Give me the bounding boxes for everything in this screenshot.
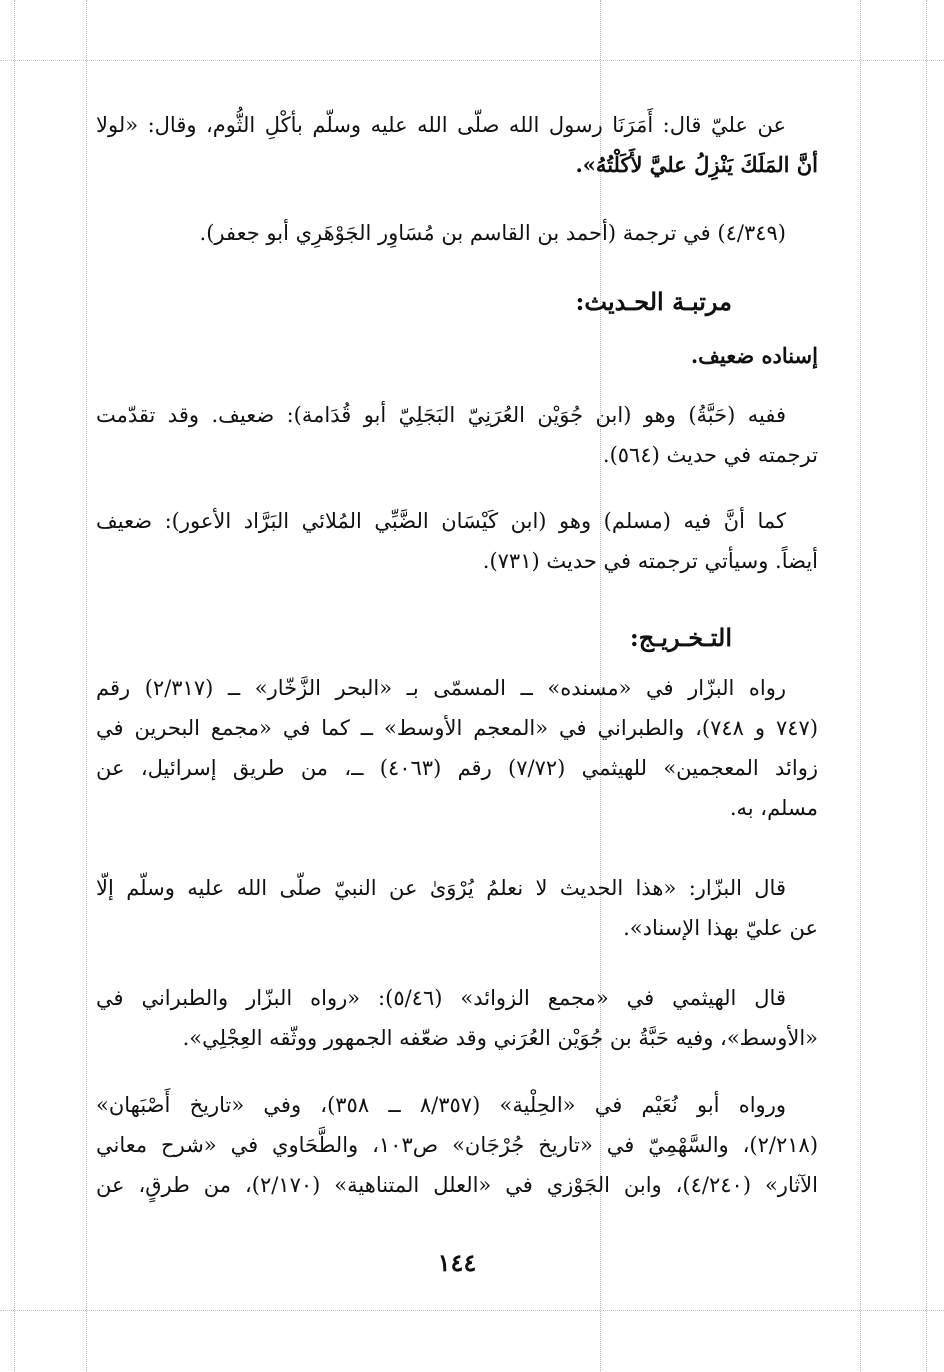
guide-line-right-outer: [926, 0, 927, 1372]
text-line: الآثار» (٤/٢٤٠)، وابن الجَوْزي في «العلل المتناهية» (٢/١٧٠)، من طرقٍ، عن: [96, 1173, 818, 1197]
text-line: أيضاً. وسيأتي ترجمته في حديث (٧٣١).: [482, 549, 818, 573]
paragraph-rank-verdict: [96, 336, 818, 376]
paragraph-source-reference: [96, 213, 818, 253]
text-line: مسلم، به.: [729, 796, 818, 820]
section-heading-rank: [96, 282, 818, 322]
paragraph-takhrij-bazzar: [96, 668, 818, 828]
text-line: قال البزّار: «هذا الحديث لا نعلمُ يُرْوَىٰ عن النبيّ صلّى الله عليه وسلّم إلّا: [96, 876, 786, 900]
text-line: ورواه أبو نُعَيْم في «الحِلْية» (٨/٣٥٧ ــ ٣٥٨)، وفي «تاريخ أَصْبَهان»: [96, 1093, 786, 1117]
page-number: ١٤٤: [437, 1248, 477, 1277]
text-line: (٧٤٧ و ٧٤٨)، والطبراني في «المعجم الأوسط» ــ كما في «مجمع البحرين في: [96, 716, 819, 740]
paragraph-other-sources: [96, 1085, 818, 1205]
text-line: ترجمته في حديث (٥٦٤).: [602, 443, 818, 467]
text-line: قال الهيثمي في «مجمع الزوائد» (٥/٤٦): «رواه البزّار والطبراني في: [96, 986, 786, 1010]
heading-hadith-rank: مرتبـة الحـديث:: [575, 287, 732, 316]
text-line: أنَّ المَلَكَ يَنْزِلُ عليَّ لأَكَلْتُهُ».: [575, 152, 818, 177]
text-line: كما أنَّ فيه (مسلم) وهو (ابن كَيْسَان الضَّبِّي المُلائي البَرَّاد الأعور): ضعيف: [96, 509, 786, 533]
text-line: «الأوسط»، وفيه حَبَّةُ بن جُوَيْن العُرَني وقد ضعّفه الجمهور ووثّقه العِجْلِي».: [182, 1026, 818, 1050]
paragraph-narrator-habba: [96, 395, 818, 475]
paragraph-narrator-muslim: [96, 501, 818, 581]
paragraph-hadith-text: [96, 105, 818, 185]
section-heading-takhrij: [96, 618, 818, 658]
guide-line-right: [860, 0, 861, 1372]
text-line: (٤/٣٤٩) في ترجمة (أحمد بن القاسم بن مُسَاوِر الجَوْهَرِي أبو جعفر).: [199, 221, 786, 245]
text-line: رواه البزّار في «مسنده» ــ المسمّى بـ «البحر الزَّخّار» ــ (٢/٣١٧) رقم: [96, 676, 786, 700]
book-page: [96, 0, 818, 1372]
paragraph-bazzar-quote: [96, 868, 818, 948]
text-line: (٢/٢١٨)، والسَّهْمِيّ في «تاريخ جُرْجَان» ص١٠٣، والطَّحَاوي في «شرح معاني: [96, 1133, 819, 1157]
text-line: عن عليّ بهذا الإسناد».: [623, 916, 818, 940]
text-line: إسناده ضعيف.: [690, 343, 818, 368]
text-line: زوائد المعجمين» للهيثمي (٧/٧٢) رقم (٤٠٦٣) ــ، من طريق إسرائيل، عن: [96, 756, 818, 780]
heading-takhrij: التـخـريـج:: [629, 623, 732, 652]
text-line: عن عليّ قال: أَمَرَنَا رسول الله صلّى الله عليه وسلّم بأكْلِ الثُّوم، وقال: «لولا: [96, 113, 786, 137]
guide-line-left-outer: [14, 0, 15, 1372]
guide-line-left: [86, 0, 87, 1372]
paragraph-haythami-quote: [96, 978, 818, 1058]
text-line: ففيه (حَبَّةُ) وهو (ابن جُوَيْن العُرَنِيّ البَجَلِيّ أبو قُدَامة): ضعيف. وقد تقدّمت: [96, 403, 786, 427]
